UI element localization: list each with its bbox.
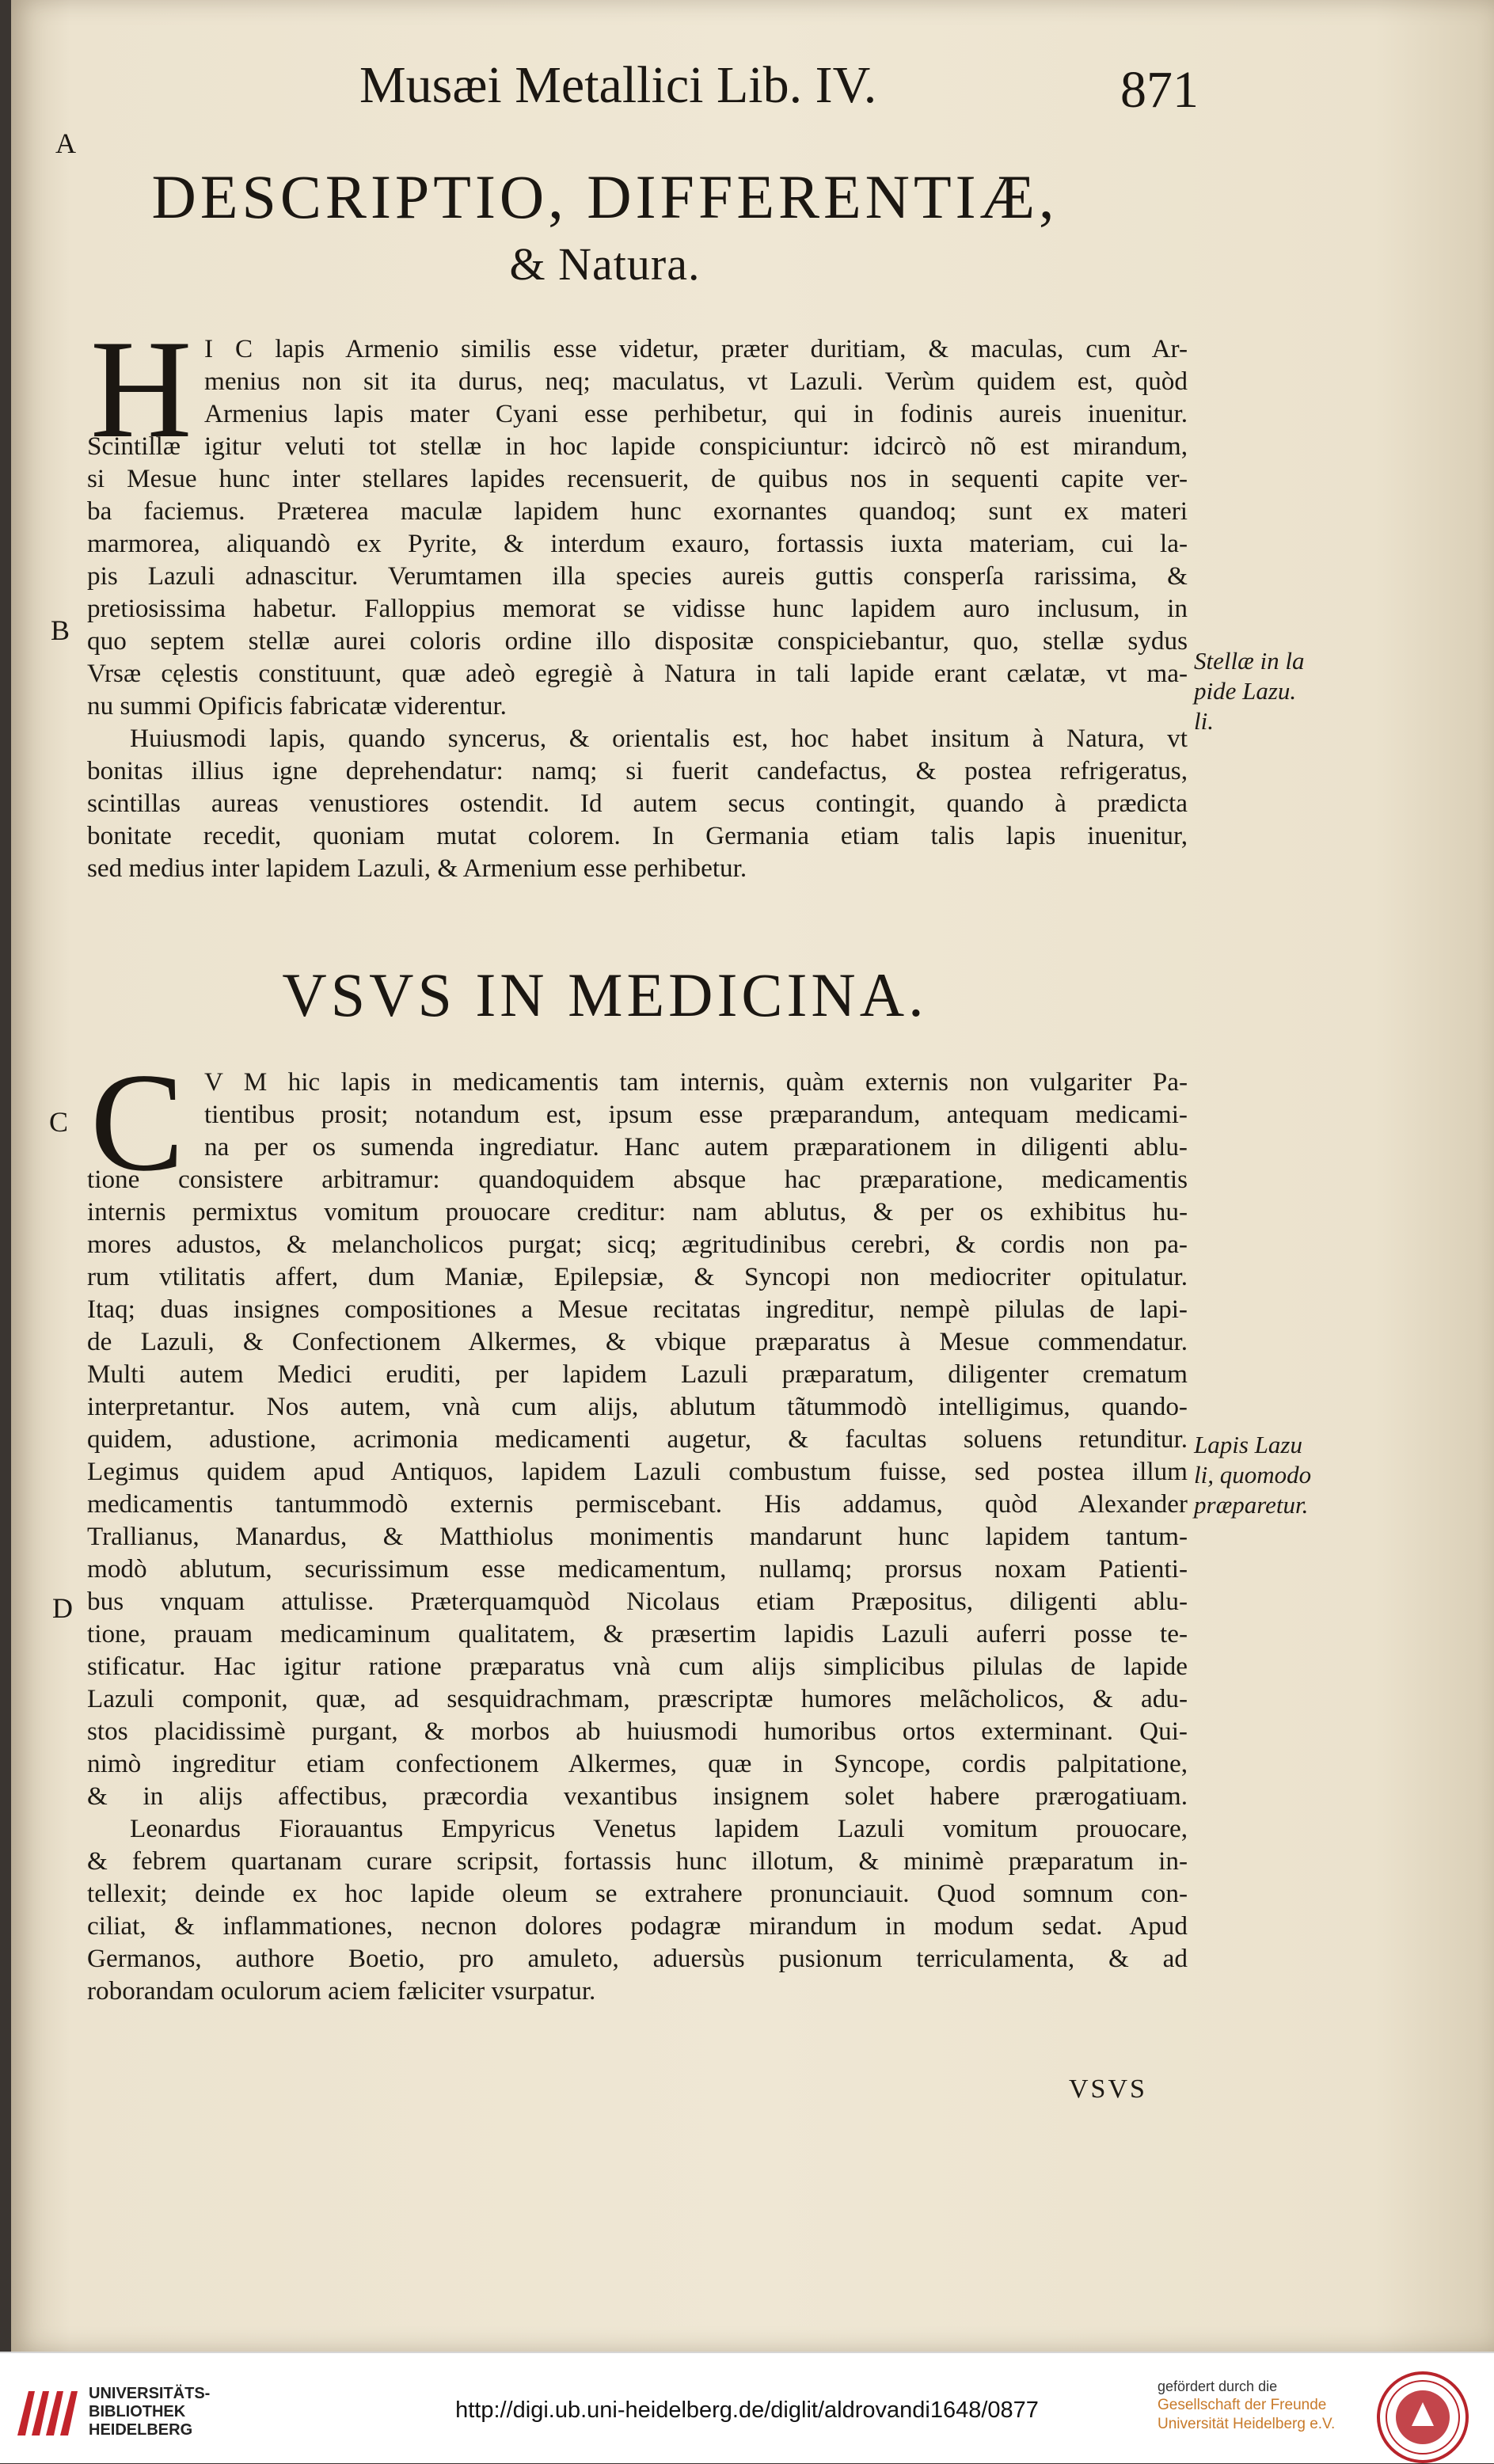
text-line: & febrem quartanam curare scripsit, fortassis hunc illotum, & minimè præparatum in- [87, 1846, 1188, 1876]
margin-letter-b: B [51, 614, 70, 646]
library-name-line: BIBLIOTHEK [89, 2403, 186, 2420]
text-line: Legimus quidem apud Antiquos, lapidem Lazuli combustum fuisse, sed postea illum [87, 1457, 1188, 1486]
text-line: Germanos, authore Boetio, pro amuleto, aduersùs pusionum terriculamenta, & ad [87, 1944, 1188, 1973]
margin-letter-d: D [52, 1592, 73, 1624]
text-line: quidem, adustione, acrimonia medicamenti augetur, & facultas soluens retunditur. [87, 1424, 1188, 1454]
text-line: tione, prauam medicaminum qualitatem, & præsertim lapidis Lazuli auferri posse te- [87, 1619, 1188, 1648]
text-line: bonitate recedit, quoniam mutat colorem. In Germania etiam talis lapis inuenitur, [87, 821, 1188, 850]
marginal-line: præparetur. [1194, 1491, 1309, 1519]
dropcap-c: C [90, 1044, 184, 1200]
text-line: Itaq; duas insignes compositiones a Mesue recitatas ingreditur, nempè pilulas de lapi- [87, 1295, 1188, 1324]
text-line: pretiosissima habetur. Falloppius memorat se vidisse hunc lapidem auro inclusum, in [87, 594, 1188, 623]
text-line: nimò ingreditur etiam confectionem Alkermes, quæ in Syncope, cordis palpitatione, [87, 1749, 1188, 1778]
catchword: VSVS [1069, 2074, 1147, 2104]
library-name-line: UNIVERSITÄTS- [89, 2385, 211, 2402]
text-line: roborandam oculorum aciem fæliciter vsurpatur. [87, 1976, 596, 2006]
text-line: Huiusmodi lapis, quando syncerus, & orientalis est, hoc habet insitum à Natura, vt [130, 724, 1188, 753]
text-line: Trallianus, Manardus, & Matthiolus monimentis mandarunt hunc lapidem tantum- [87, 1522, 1188, 1551]
sponsor-block [1158, 2377, 1335, 2434]
section-subheading-natura: & Natura. [509, 238, 701, 290]
text-line: Leonardus Fiorauantus Empyricus Venetus lapidem Lazuli vomitum prouocare, [130, 1814, 1188, 1843]
page-url-link[interactable]: http://digi.ub.uni-heidelberg.de/diglit/aldrovandi1648/0877 [455, 2397, 1039, 2423]
marginal-line: pide Lazu. [1194, 677, 1297, 705]
margin-letter-c: C [49, 1106, 69, 1138]
viewer-footer [0, 2352, 1494, 2463]
text-line: V M hic lapis in medicamentis tam internis, quàm externis non vulgariter Pa- [204, 1067, 1188, 1097]
page-header [359, 55, 1199, 119]
marginal-line: Lapis Lazu [1194, 1431, 1302, 1458]
text-line: interpretantur. Nos autem, vnà cum alijs, ablutum tãtummodò intelligimus, quando- [87, 1392, 1188, 1421]
marginal-line: Stellæ in la [1194, 647, 1305, 675]
sponsor-org-line: Universität Heidelberg e.V. [1158, 2416, 1336, 2432]
page-number: 871 [1120, 61, 1199, 119]
text-line: scintillas aureas venustiores ostendit. Id autem secus contingit, quando à prædicta [87, 789, 1188, 818]
text-line: I C lapis Armenio similis esse videtur, præter duritiam, & maculas, cum Ar- [204, 334, 1188, 363]
library-name-line: HEIDELBERG [89, 2421, 193, 2439]
sponsor-org-line: Gesellschaft der Freunde [1158, 2397, 1327, 2413]
book-page [11, 0, 1494, 2352]
text-line: menius non sit ita durus, neq; maculatus, vt Lazuli. Verùm quidem est, quòd [204, 367, 1188, 396]
text-line: tientibus prosit; notandum est, ipsum esse præparandum, antequam medicami- [204, 1100, 1188, 1129]
text-line: quo septem stellæ aurei coloris ordine illo dispositæ conspiciebantur, quo, stellæ sydus [87, 626, 1188, 656]
section1-text [87, 333, 1188, 884]
text-line: ba faciemus. Præterea maculæ lapidem hunc exornantes quandoq; sunt ex materi [87, 496, 1188, 526]
university-seal-icon [1376, 2371, 1469, 2464]
text-line: pis Lazuli adnascitur. Verumtamen illa species aureis guttis consperſa rarissima, & [87, 561, 1188, 591]
section2-text [87, 1066, 1188, 2007]
sponsor-intro: gefördert durch die [1158, 2378, 1278, 2394]
text-line: mores adustos, & melancholicos purgat; sicq; ægritudinibus cerebri, & cordis non pa- [87, 1230, 1188, 1259]
text-line: rum vtilitatis affert, dum Maniæ, Epilepsiæ, & Syncopi non mediocriter opitulatur. [87, 1262, 1188, 1291]
text-line: si Mesue hunc inter stellares lapides recensuerit, de quibus nos in sequenti capite ver- [87, 464, 1188, 493]
margin-letter-a: A [55, 127, 76, 159]
text-line: Vrsæ cęlestis constituunt, quæ adeò egregiè à Natura in tali lapide erant cælatæ, vt ma- [87, 659, 1188, 688]
text-line: internis permixtus vomitum prouocare creditur: nam ablutus, & per os exhibitus hu- [87, 1197, 1188, 1226]
text-line: de Lazuli, & Confectionem Alkermes, & vbique præparatus à Mesue commendatur. [87, 1327, 1188, 1356]
text-line: & in alijs affectibus, præcordia vexantibus insignem solet habere prærogatiuam. [87, 1781, 1188, 1811]
marginal-note-stellae [1194, 646, 1336, 736]
text-line: medicamentis tantummodò externis permiscebant. His addamus, quòd Alexander [87, 1489, 1188, 1519]
text-line: stificatur. Hac igitur ratione præparatus vnà cum alijs simplicibus pilulas de lapide [87, 1652, 1188, 1681]
text-line: modò ablutum, securissimum esse medicamentum, nullamq; prorsus noxam Patienti- [87, 1554, 1188, 1584]
text-line: tione consistere arbitramur: quandoquidem absque hac præparatione, medicamentis [87, 1165, 1188, 1194]
dropcap-h: H [90, 310, 192, 467]
text-line: nu summi Opificis fabricatæ viderentur. [87, 691, 507, 721]
text-line: bonitas illius igne deprehendatur: namq; si fuerit candefactus, & postea refrigeratus, [87, 756, 1188, 785]
text-line: marmorea, aliquandò ex Pyrite, & interdum exauro, fortassis iuxta materiam, cui la- [87, 529, 1188, 558]
text-line: Scintillæ igitur veluti tot stellæ in hoc lapide conspiciuntur: idcircò nõ est mirandum, [87, 432, 1188, 461]
text-line: Multi autem Medici eruditi, per lapidem Lazuli præparatum, diligenter crematum [87, 1359, 1188, 1389]
text-line: Armenius lapis mater Cyani esse perhibetur, qui in fodinis aureis inuenitur. [204, 399, 1188, 428]
text-line: Lazuli componit, quæ, ad sesquidrachmam, præscriptæ humores melãcholicos, & adu- [87, 1684, 1188, 1713]
text-line: stos placidissimè purgant, & morbos ab huiusmodi humoribus ortos exterminant. Qui- [87, 1717, 1188, 1746]
text-line: na per os sumenda ingrediatur. Hanc autem præparationem in diligenti ablu- [204, 1132, 1188, 1162]
text-line: bus vnquam attulisse. Præterquamquòd Nicolaus etiam Præpositus, diligenti ablu- [87, 1587, 1188, 1616]
text-line: sed medius inter lapidem Lazuli, & Armenium esse perhibetur. [87, 854, 747, 883]
running-title: Musæi Metallici Lib. IV. [359, 56, 877, 114]
text-line: ciliat, & inflammationes, necnon dolores podagræ mirandum in modum sedat. Apud [87, 1911, 1188, 1941]
marginal-line: li, quomodo [1194, 1461, 1312, 1489]
text-line: tellexit; deinde ex hoc lapide oleum se extrahere pronunciauit. Quod somnum con- [87, 1879, 1188, 1908]
section-heading-usus: VSVS IN MEDICINA. [282, 960, 928, 1029]
section-heading-descriptio: DESCRIPTIO, DIFFERENTIÆ, [151, 162, 1059, 231]
marginal-note-lapis [1194, 1430, 1336, 1520]
marginal-line: li. [1194, 707, 1214, 735]
